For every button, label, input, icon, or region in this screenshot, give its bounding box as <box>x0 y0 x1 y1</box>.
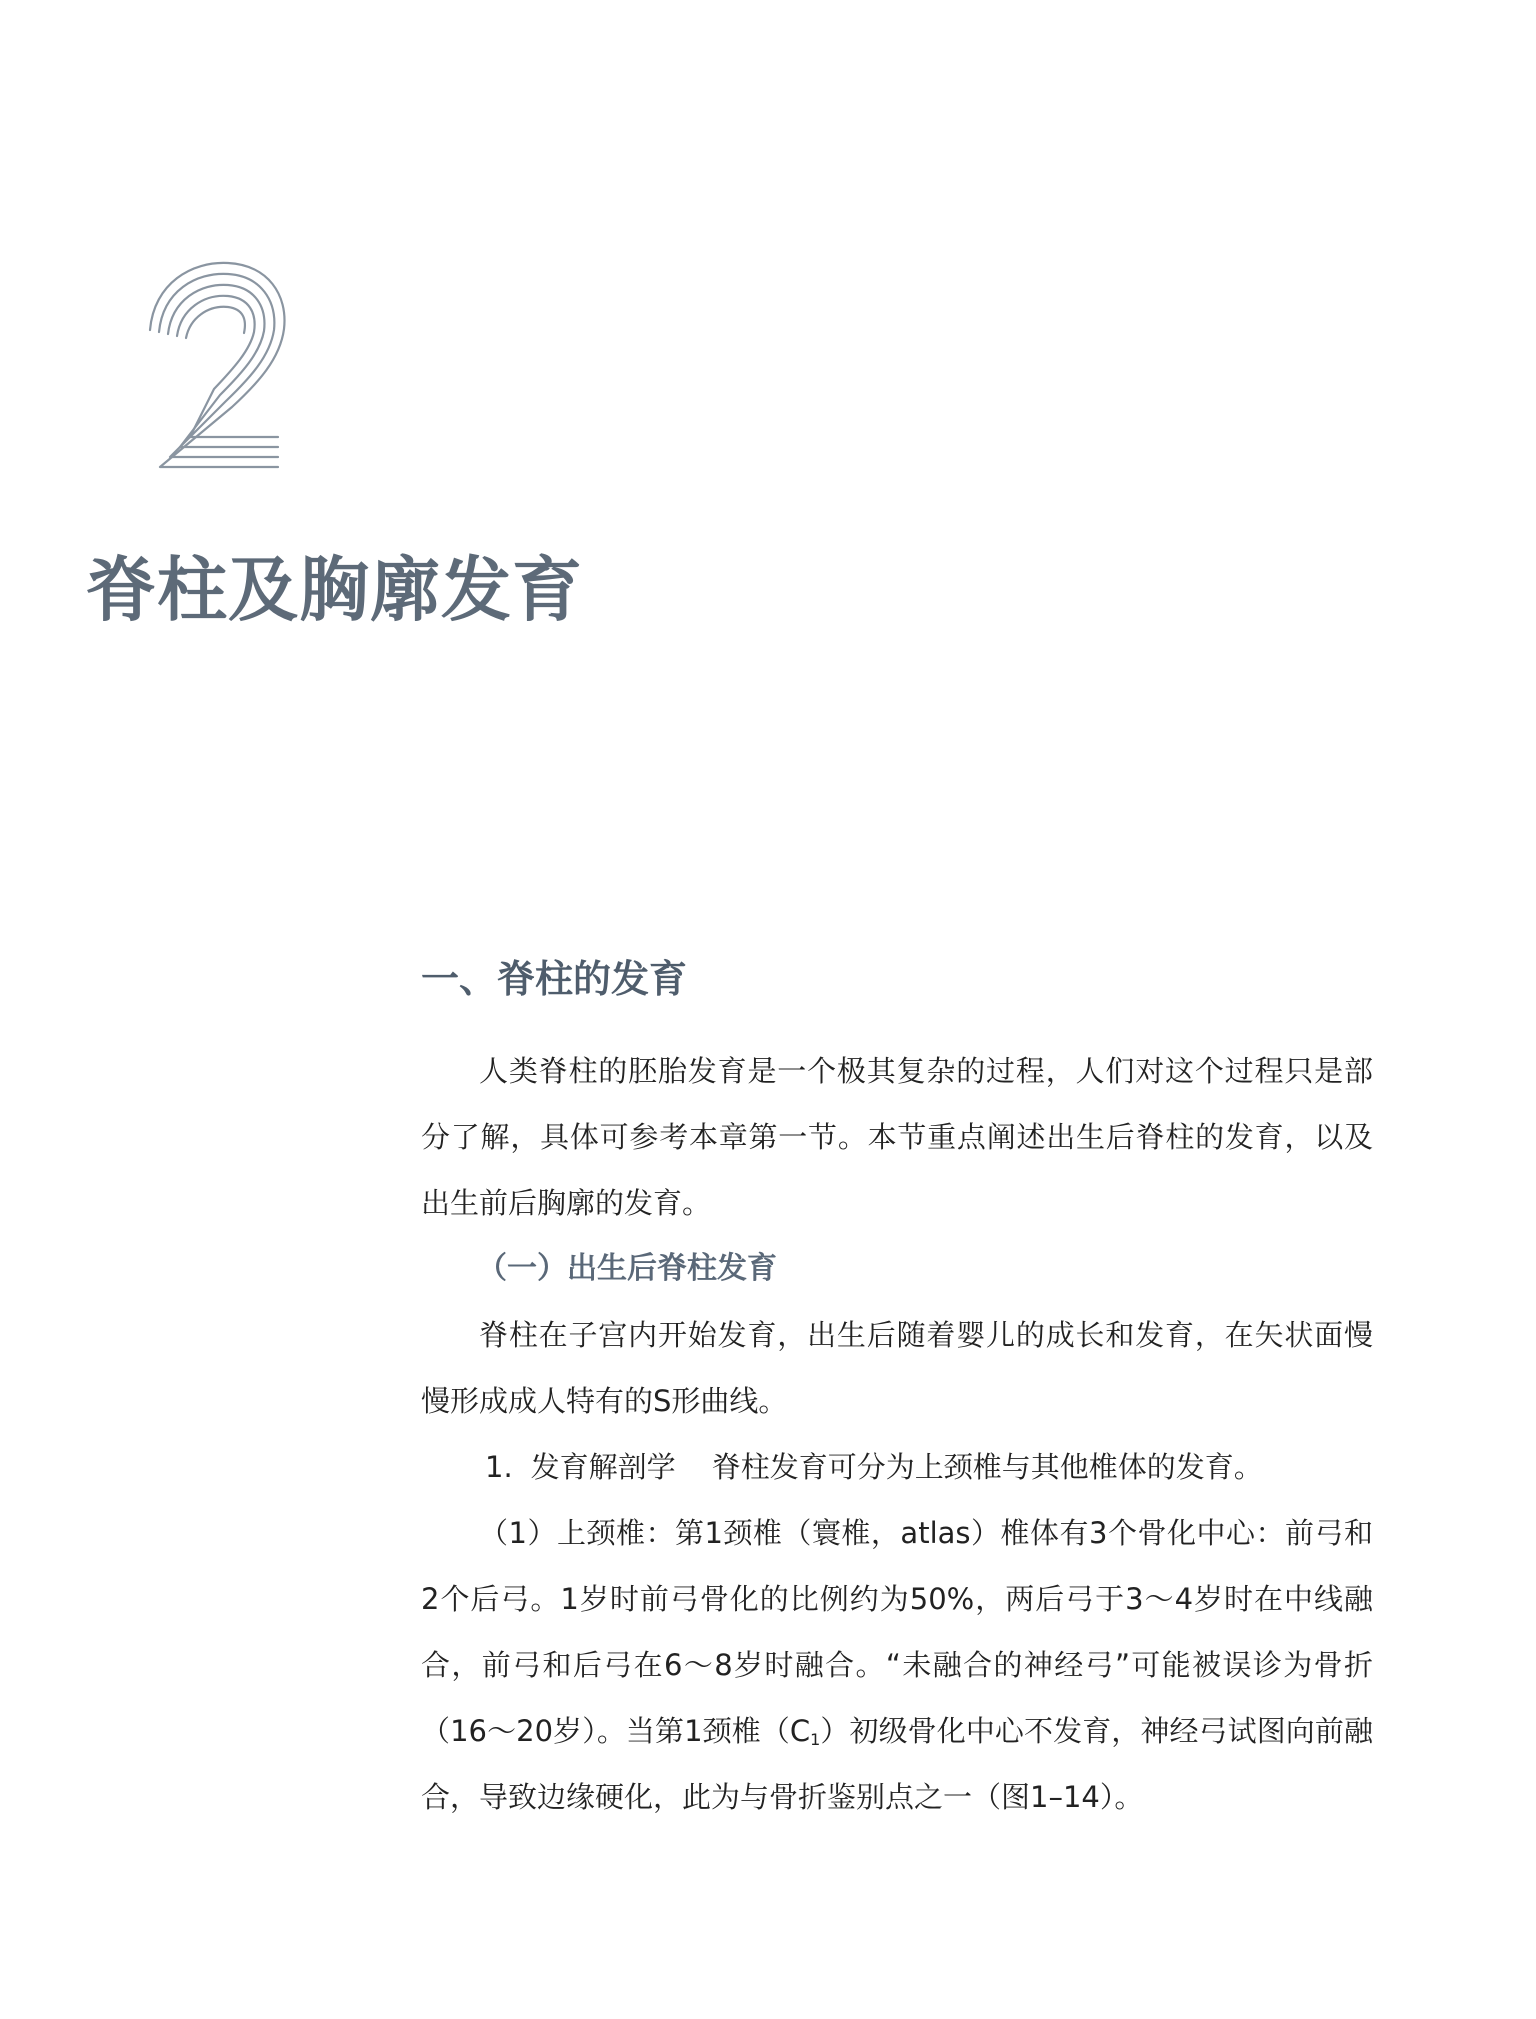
paragraph-upper-cervical <box>421 1500 1373 1830</box>
chapter-title: 脊柱及胸廓发育 <box>86 548 583 631</box>
chapter-number-graphic <box>140 255 290 475</box>
intro-paragraph: 人类脊柱的胚胎发育是一个极其复杂的过程，人们对这个过程只是部分了解，具体可参考本章第一节。本节重点阐述出生后脊柱的发育，以及出生前后胸廓的发育。 <box>421 1054 1373 1220</box>
sub-heading: （一）出生后脊柱发育 <box>477 1251 777 1286</box>
section-heading: 一、脊柱的发育 <box>421 956 688 1001</box>
list-item-term: 发育解剖学 <box>530 1450 676 1484</box>
paragraph-spine-curve: 脊柱在子宫内开始发育，出生后随着婴儿的成长和发育，在矢状面慢慢形成成人特有的S形曲线。 <box>421 1318 1373 1418</box>
paragraph-upper-cervical-part1: （1）上颈椎：第1颈椎（寰椎，atlas）椎体有3个骨化中心：前弓和2个后弓。1岁时前弓骨化的比例约为50%，两后弓于3～4岁时在中线融合，前弓和后弓在6～8岁时融合。“未融合的神经弓”可能被误诊为骨折（16～20岁）。当第1颈椎（C <box>421 1516 1373 1748</box>
paragraph-upper-cervical-part2: ）初级骨化中心不发育，神经弓试图向前融合，导致边缘硬化，此为与骨折鉴别点之一（图1–14）。 <box>421 1714 1373 1814</box>
subscript-c1: 1 <box>810 1730 821 1749</box>
list-item-number: 1. <box>485 1450 513 1484</box>
list-item-text: 脊柱发育可分为上颈椎与其他椎体的发育。 <box>711 1450 1263 1484</box>
list-item-developmental-anatomy <box>421 1434 1373 1500</box>
section-content <box>421 946 1373 1830</box>
